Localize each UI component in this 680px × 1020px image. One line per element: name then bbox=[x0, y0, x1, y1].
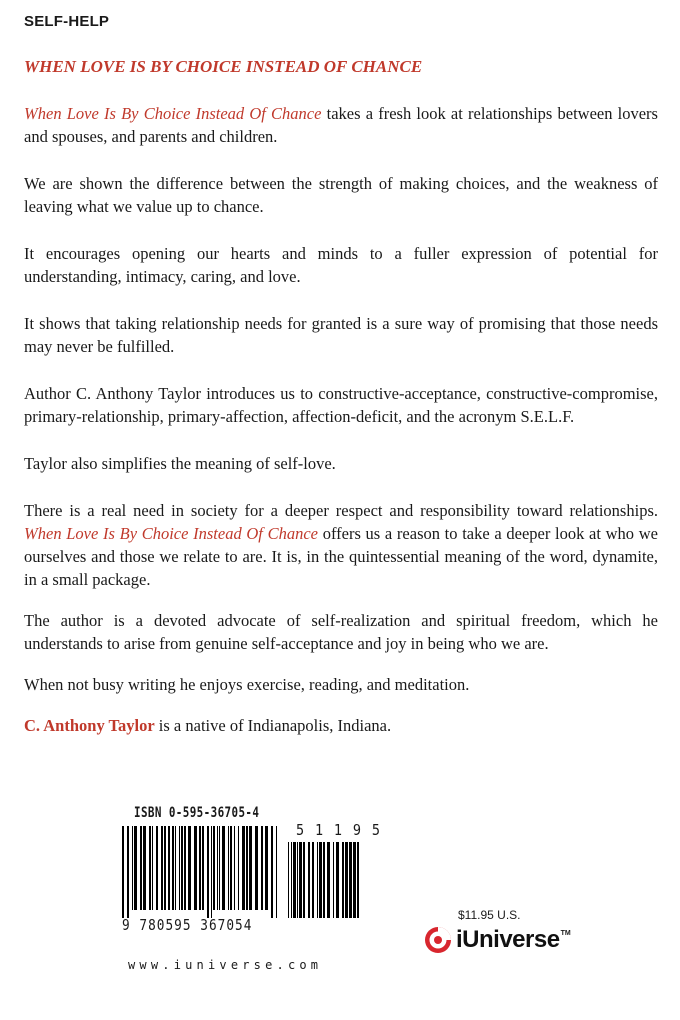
paragraph-text: There is a real need in society for a deeper respect and responsibility toward relationships. bbox=[24, 501, 658, 520]
barcode-bar bbox=[184, 826, 186, 910]
barcode-bar bbox=[175, 826, 176, 910]
barcode-bar bbox=[217, 826, 218, 910]
barcode-bar bbox=[222, 826, 225, 910]
barcode-bar bbox=[228, 826, 229, 910]
iuniverse-logo-icon bbox=[424, 926, 452, 954]
isbn-barcode bbox=[120, 826, 280, 918]
barcode-bar bbox=[345, 842, 348, 918]
barcode-bar bbox=[134, 826, 137, 910]
barcode-bar bbox=[336, 842, 339, 918]
paragraph-9: When not busy writing he enjoys exercise, reading, and meditation. bbox=[24, 675, 470, 694]
barcode-bar bbox=[219, 826, 220, 910]
paragraph-text: takes a fresh look at relationships between lovers and spouses, and parents and children. bbox=[24, 104, 658, 146]
barcode-bar bbox=[242, 826, 245, 910]
paragraph-7 bbox=[24, 499, 658, 591]
barcode-bar bbox=[323, 842, 325, 918]
paragraph-1 bbox=[24, 102, 658, 148]
paragraph-2: We are shown the difference between the strength of making choices, and the weakness of leaving what we value up to chance. bbox=[24, 174, 658, 216]
price-label: $11.95 U.S. bbox=[458, 908, 521, 922]
barcode-bar bbox=[238, 826, 239, 910]
book-title: WHEN LOVE IS BY CHOICE INSTEAD OF CHANCE bbox=[24, 57, 423, 76]
barcode-bar bbox=[297, 842, 298, 918]
barcode-bar bbox=[276, 826, 277, 918]
author-name: C. Anthony Taylor bbox=[24, 716, 155, 735]
publisher-logo bbox=[424, 926, 571, 954]
barcode-bar bbox=[122, 826, 124, 918]
book-title-inline: When Love Is By Choice Instead Of Chance bbox=[24, 524, 318, 543]
barcode-bar bbox=[271, 826, 273, 918]
barcode-bar bbox=[312, 842, 314, 918]
price-barcode bbox=[286, 842, 364, 934]
barcode-bar bbox=[299, 842, 302, 918]
price-code: 5 1 1 9 5 bbox=[296, 821, 382, 839]
barcode-bar bbox=[164, 826, 166, 910]
paragraph-4: It shows that taking relationship needs for granted is a sure way of promising that those needs may never be fulfilled. bbox=[24, 314, 658, 356]
paragraph-8: The author is a devoted advocate of self-realization and spiritual freedom, which he understands to arise from genuine self-acceptance and joy in being who we are. bbox=[24, 611, 658, 653]
barcode-bar bbox=[288, 842, 289, 918]
barcode-bar bbox=[156, 826, 158, 910]
barcode-bar bbox=[230, 826, 232, 910]
barcode-bar bbox=[293, 842, 296, 918]
barcode-bar bbox=[308, 842, 310, 918]
barcode-bar bbox=[140, 826, 142, 910]
barcode-bar bbox=[249, 826, 252, 910]
barcode-bar bbox=[132, 826, 133, 910]
barcode-bar bbox=[168, 826, 170, 910]
barcode-bar bbox=[211, 826, 212, 918]
paragraph-5: Author C. Anthony Taylor introduces us to constructive-acceptance, constructive-compromise, primary-relationship, primary-affection, affection-deficit, and the acronym S.E.L.F. bbox=[24, 384, 658, 426]
barcode-bar bbox=[202, 826, 204, 910]
paragraph-3: It encourages opening our hearts and minds to a fuller expression of potential for understanding, intimacy, caring, and love. bbox=[24, 244, 658, 286]
barcode-bar bbox=[194, 826, 197, 910]
barcode-bar bbox=[353, 842, 356, 918]
publisher-website: www.iuniverse.com bbox=[128, 958, 323, 972]
barcode-bar bbox=[213, 826, 215, 910]
barcode-bar bbox=[234, 826, 235, 910]
barcode-digits: 9 780595 367054 bbox=[122, 916, 253, 934]
barcode-bar bbox=[349, 842, 352, 918]
barcode-bar bbox=[327, 842, 330, 918]
description-body bbox=[24, 102, 658, 761]
barcode-bar bbox=[342, 842, 344, 918]
barcode-bar bbox=[188, 826, 191, 910]
barcode-bar bbox=[333, 842, 334, 918]
barcode-bar bbox=[303, 842, 305, 918]
barcode-bar bbox=[255, 826, 258, 910]
paragraph-text: offers us a reason to take a deeper look at who we ourselves and those we relate to are. It is, in the quintessential meaning of the word, dynamite, in a small package. bbox=[24, 524, 658, 589]
trademark-mark: TM bbox=[560, 929, 571, 937]
barcode-bar bbox=[152, 826, 153, 910]
barcode-bar bbox=[261, 826, 263, 910]
barcode-bar bbox=[319, 842, 322, 918]
barcode-bar bbox=[265, 826, 268, 910]
category-label: SELF-HELP bbox=[24, 13, 110, 30]
isbn-label: ISBN 0-595-36705-4 bbox=[134, 805, 260, 821]
barcode-bar bbox=[127, 826, 129, 918]
barcode-bar bbox=[181, 826, 183, 910]
publisher-name: iUniverse bbox=[456, 926, 560, 953]
paragraph-text: is a native of Indianapolis, Indiana. bbox=[154, 716, 392, 735]
book-title-inline: When Love Is By Choice Instead Of Chance bbox=[24, 104, 322, 123]
paragraph-10 bbox=[24, 714, 658, 737]
barcode-bar bbox=[246, 826, 248, 910]
barcode-bar bbox=[207, 826, 209, 918]
barcode-bar bbox=[179, 826, 180, 910]
barcode-bar bbox=[317, 842, 318, 918]
barcode-bar bbox=[357, 842, 359, 918]
barcode-bar bbox=[199, 826, 201, 910]
barcode-bar bbox=[161, 826, 163, 910]
barcode-bar bbox=[143, 826, 146, 910]
paragraph-6: Taylor also simplifies the meaning of self-love. bbox=[24, 454, 336, 473]
barcode-bar bbox=[149, 826, 151, 910]
barcode-bar bbox=[291, 842, 292, 918]
barcode-bar bbox=[172, 826, 174, 910]
